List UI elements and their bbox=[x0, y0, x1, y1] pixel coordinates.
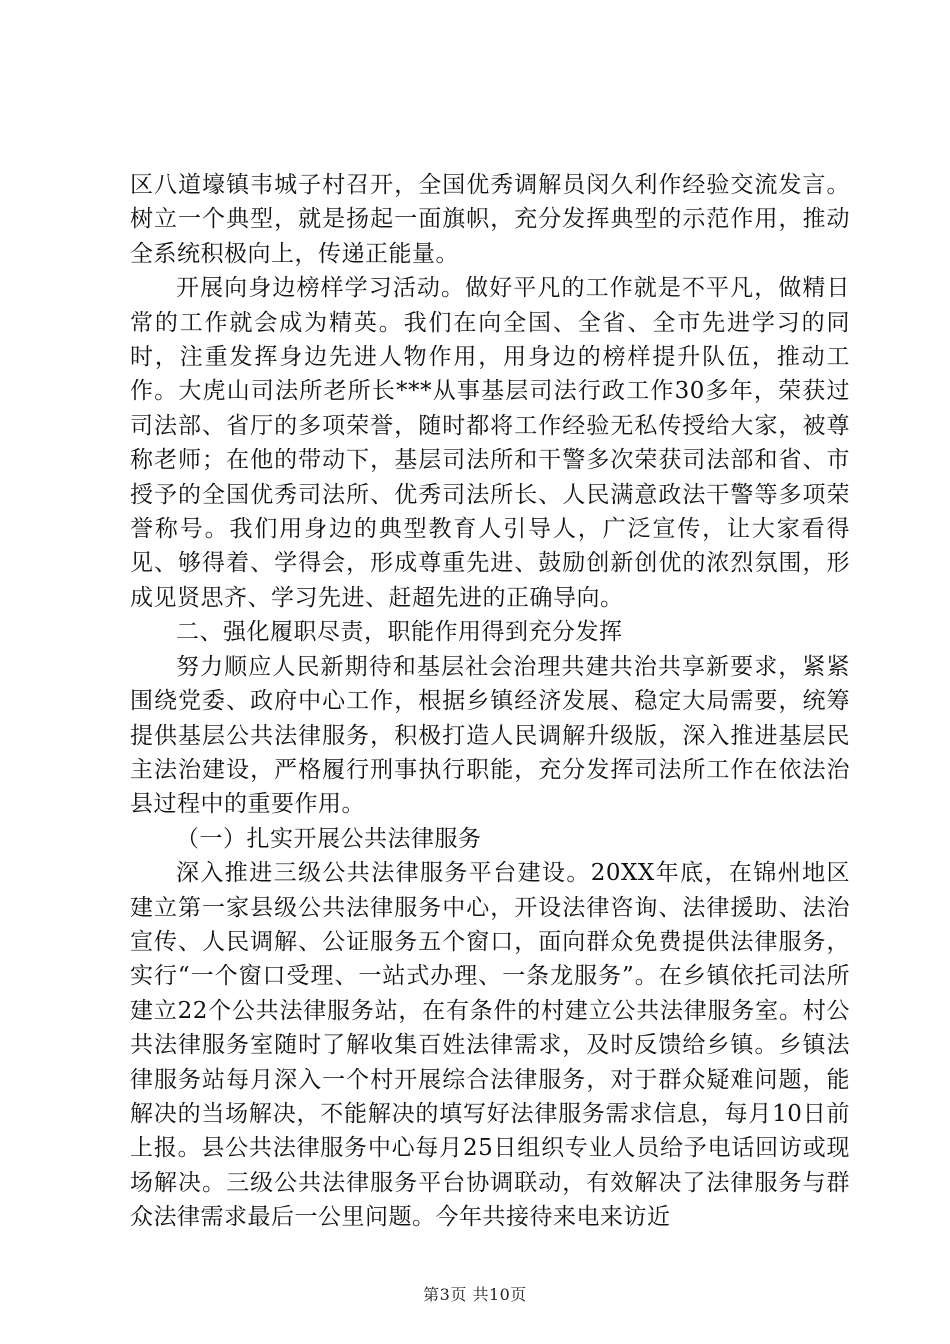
paragraph-continuation: 区八道壕镇韦城子村召开，全国优秀调解员闵久利作经验交流发言。树立一个典型，就是扬起一面旗帜，充分发挥典型的示范作用，推动全系统积极向上，传递正能量。 bbox=[130, 172, 850, 267]
page-number-footer: 第3页 共10页 bbox=[423, 1285, 527, 1304]
section-heading-2: 二、强化履职尽责，职能作用得到充分发挥 bbox=[176, 619, 623, 646]
paragraph-role-model-activity: 开展向身边榜样学习活动。做好平凡的工作就是不平凡，做精日常的工作就会成为精英。我们在向全国、全省、全市先进学习的同时，注重发挥身边先进人物作用，用身边的榜样提升队伍，推动工作。大虎山司法所老所长***从事基层司法行政工作30多年，荣获过司法部、省厅的多项荣誉，随时都将工作经验无私传授给大家，被尊称老师；在他的带动下，基层司法所和干警多次荣获司法部和省、市授予的全国优秀司法所、优秀司法所长、人民满意政法干警等多项荣誉称号。我们用身边的典型教育人引导人，广泛宣传，让大家看得见、够得着、学得会，形成尊重先进、鼓励创新创优的浓烈氛围，形成见贤思齐、学习先进、赶超先进的正确导向。 bbox=[130, 275, 850, 611]
paragraph-duty-performance: 努力顺应人民新期待和基层社会治理共建共治共享新要求，紧紧围绕党委、政府中心工作，根据乡镇经济发展、稳定大局需要，统筹提供基层公共法律服务，积极打造人民调解升级版，深入推进基层民主法治建设，严格履行刑事执行职能，充分发挥司法所工作在依法治县过程中的重要作用。 bbox=[130, 653, 850, 818]
subsection-heading-1: （一）扎实开展公共法律服务 bbox=[176, 825, 482, 852]
paragraph-legal-service-platform: 深入推进三级公共法律服务平台建设。20XX年底，在锦州地区建立第一家县级公共法律服务中心，开设法律咨询、法律援助、法治宣传、人民调解、公证服务五个窗口，面向群众免费提供法律服务，实行“一个窗口受理、一站式办理、一条龙服务”。在乡镇依托司法所建立22个公共法律服务站，在有条件的村建立公共法律服务室。村公共法律服务室随时了解收集百姓法律需求，及时反馈给乡镇。乡镇法律服务站每月深入一个村开展综合法律服务，对于群众疑难问题，能解决的当场解决，不能解决的填写好法律服务需求信息，每月10日前上报。县公共法律服务中心每月25日组织专业人员给予电话回访或现场解决。三级公共法律服务平台协调联动，有效解决了法律服务与群众法律需求最后一公里问题。今年共接待来电来访近 bbox=[130, 860, 850, 1231]
document-body bbox=[130, 168, 850, 1235]
